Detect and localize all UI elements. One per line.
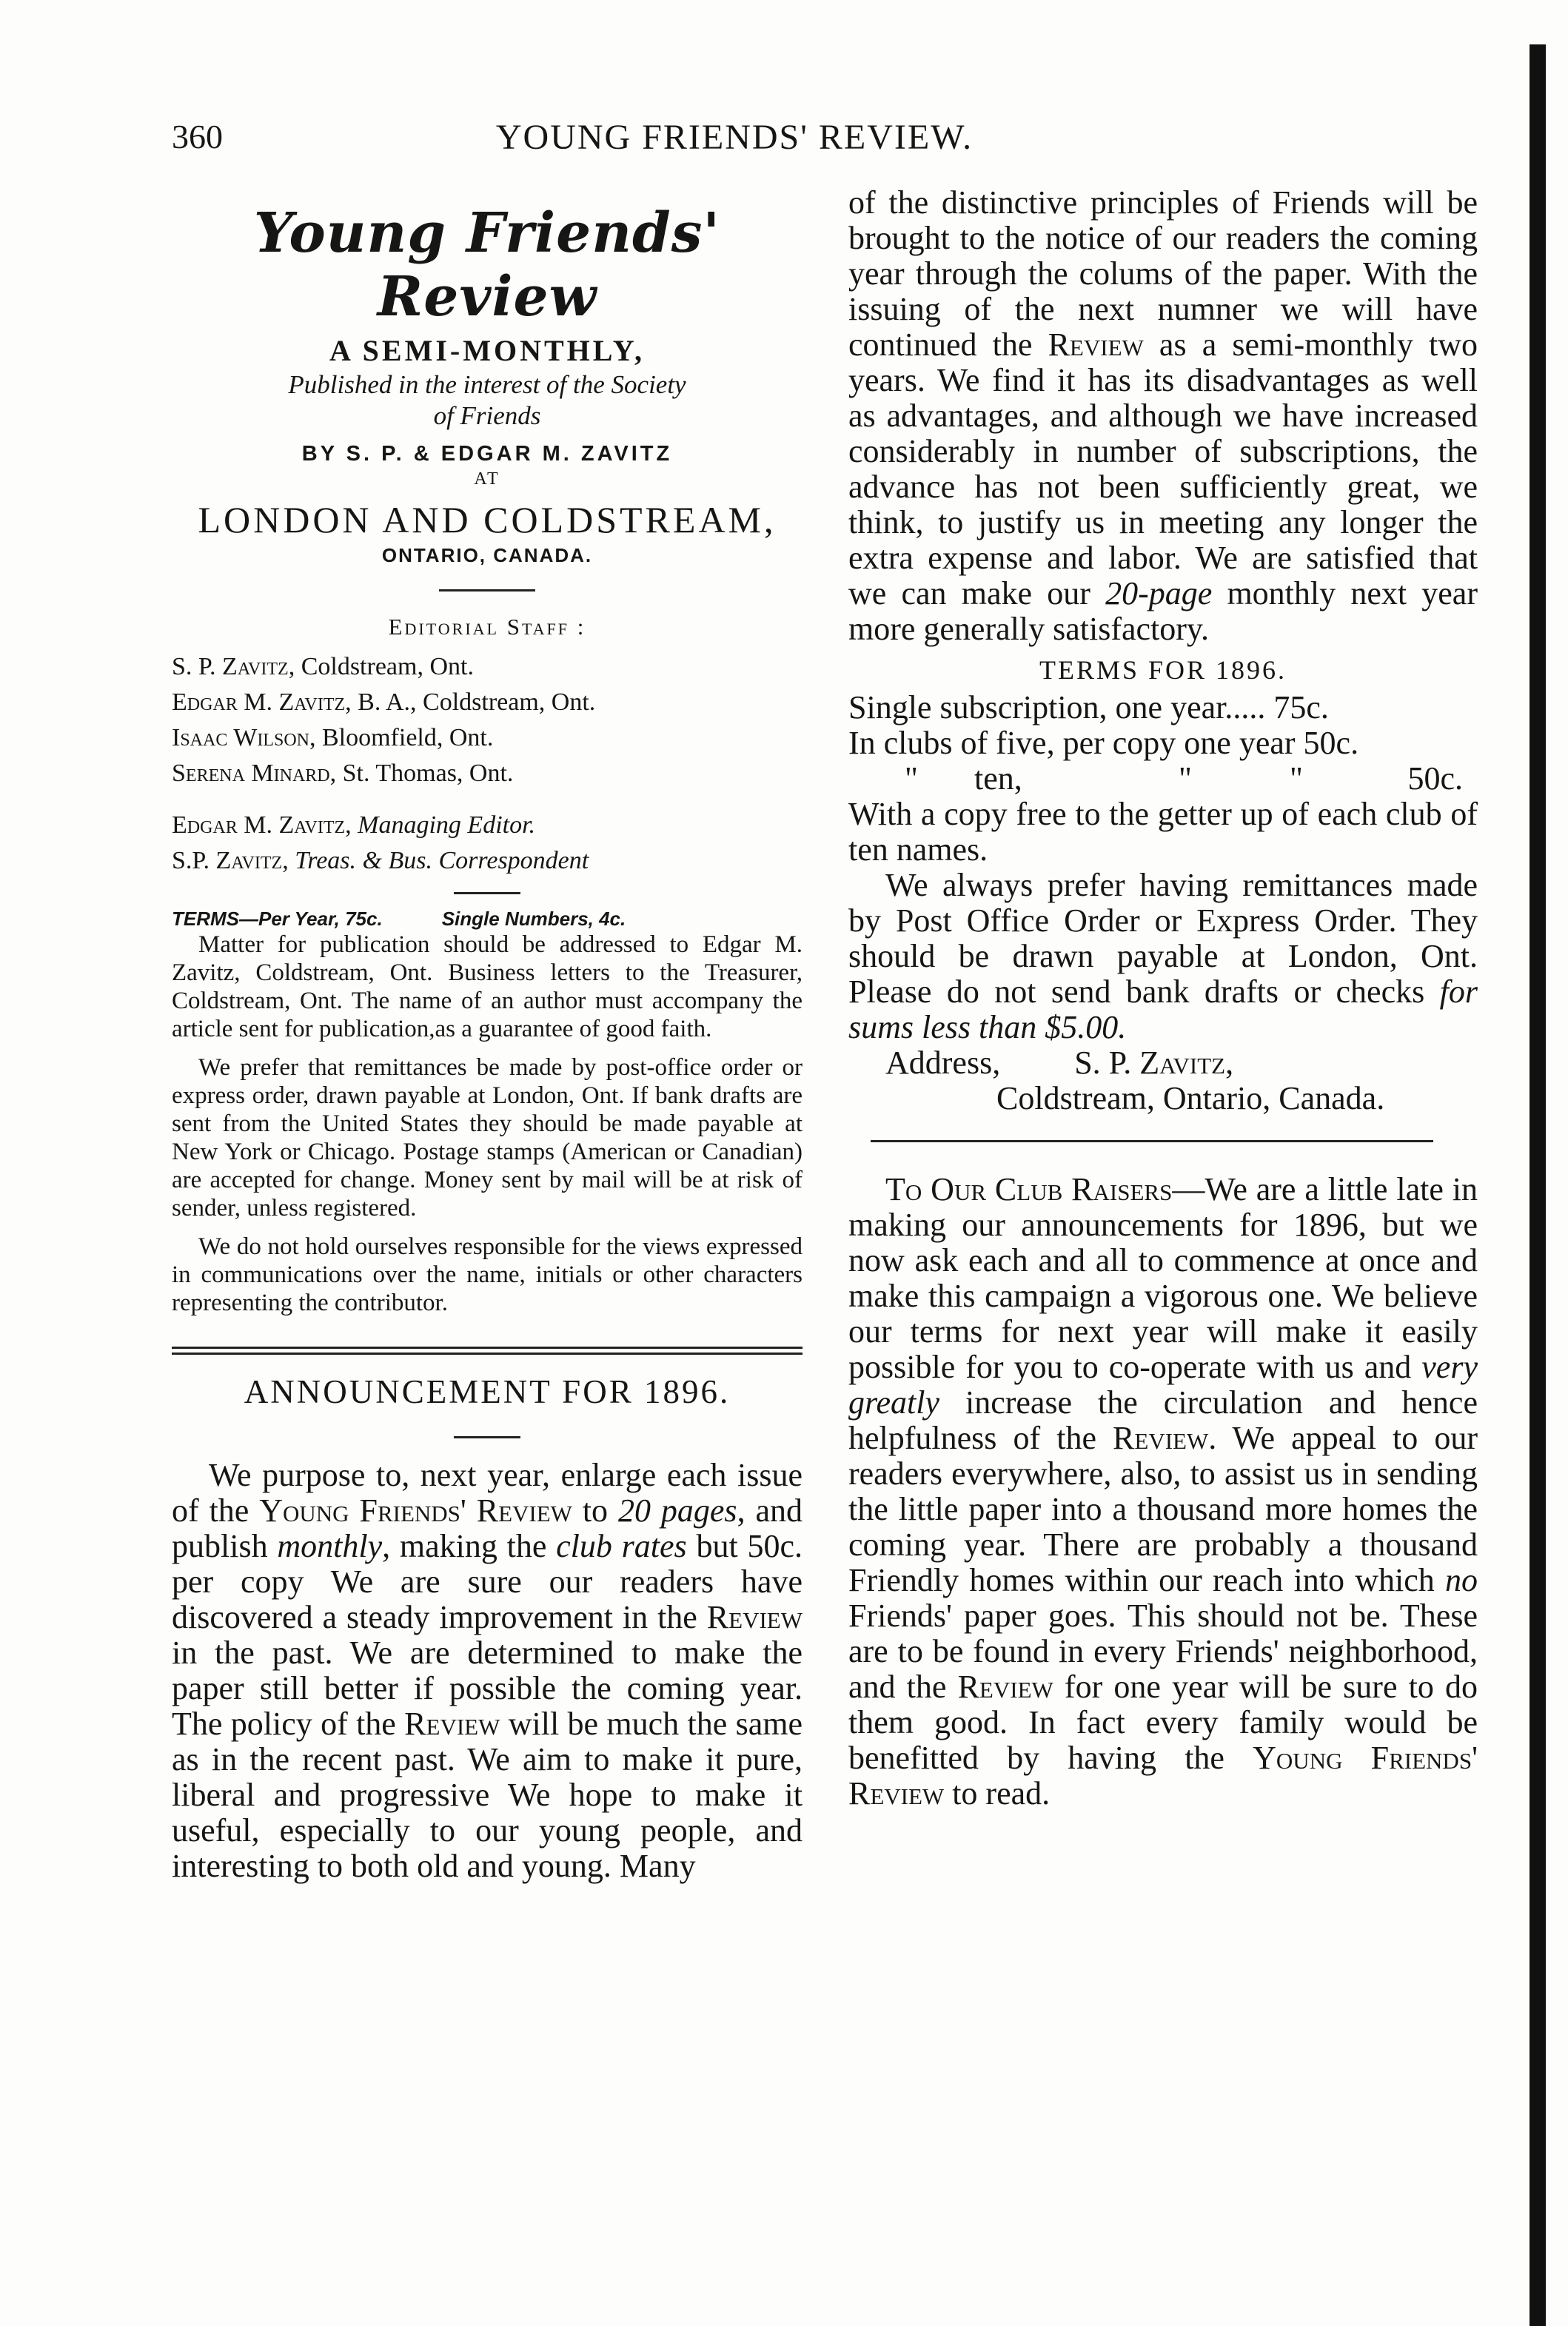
notice-paragraph: We do not hold ourselves responsible for the views expressed in communications over the name, initials or other characters representing the contributor. [172,1233,803,1316]
staff-member: Isaac Wilson, Bloomfield, Ont. [172,724,494,751]
announcement-title: ANNOUNCEMENT FOR 1896. [244,1373,731,1410]
page-number: 360 [172,118,223,155]
notice-paragraph: Matter for publication should be addressed to Edgar M. Zavitz, Coldstream, Ont. Business letters to the Treasurer, Coldstream, Ont. The name of an author must accompany the article sent for publication,as a guarantee of good faith. [172,931,803,1042]
address-line: Address, S. P. Zavitz, [885,1045,1234,1081]
terms-single: Single subscription, one year..... 75c. [848,689,1329,725]
terms-free-copy: With a copy free to the getter up of each club of ten names. [848,796,1478,868]
right-column [848,185,1478,1811]
address-place: Coldstream, Ontario, Canada. [996,1080,1385,1116]
masthead-title: Young Friends' Review [253,201,721,329]
managing-editor: Edgar M. Zavitz, Managing Editor. [172,811,536,839]
published-line-1: Published in the interest of the Society [288,370,686,399]
province-line: ONTARIO, CANADA. [381,544,593,566]
location-line: LONDON AND COLDSTREAM, [198,499,777,540]
running-title: YOUNG FRIENDS' REVIEW. [495,118,974,157]
divider [439,589,535,591]
double-rule [172,1347,803,1355]
masthead-frequency: A SEMI-MONTHLY, [329,334,645,367]
divider [871,1140,1433,1142]
announcement-continued: of the distinctive principles of Friends will be brought to the notice of our readers the coming year through the colums of the paper. With the issuing of the next numner we will have continued the Review as a semi-monthly two years. We find it has its disadvantages as well as advantages, and although we have increased considerably in number of subscriptions, the advance has not been sufficiently great, we think, to justify us in meeting any longer the extra expense and labor. We are satisfied that we can make our 20-page monthly next year more generally satisfactory. [848,184,1478,647]
terms-clubs-ten: " ten, " " 50c. [905,760,1463,797]
remittance-paragraph: We always prefer having remittances made by Post Office Order or Express Order. They should be drawn payable at London, Ont. Please do not send bank drafts or checks for sums less than $5.00. [848,867,1478,1045]
divider [454,892,520,894]
by-line: BY S. P. & EDGAR M. ZAVITZ [301,442,673,466]
at-line: AT [474,469,500,489]
staff-member: S. P. Zavitz, Coldstream, Ont. [172,653,474,680]
terms-notice: TERMS—Per Year, 75c. Single Numbers, 4c. [172,908,626,930]
page-edge-bar [1530,44,1546,2326]
staff-member: Serena Minard, St. Thomas, Ont. [172,760,514,787]
divider [454,1436,520,1438]
club-raisers-paragraph: To Our Club Raisers—We are a little late in making our announcements for 1896, but we now ask each and all to commence at once and make this campaign a vigorous one. We believe our terms for next year will make it easily possible for you to co-operate with us and very greatly increase the circulation and hence helpfulness of the Review. We appeal to our readers everywhere, also, to assist us in sending the little paper into a thousand more homes the coming year. There are probably a thousand Friendly homes within our reach into which no Friends' paper goes. This should not be. These are to be found in every Friends' neighborhood, and the Review for one year will be sure to do them good. In fact every family would be benefitted by having the Young Friends' Review to read. [848,1171,1478,1811]
staff-heading: Editorial Staff : [388,614,586,640]
treasurer: S.P. Zavitz, Treas. & Bus. Correspondent [172,847,589,874]
left-column [172,185,803,1884]
notice-paragraph: We prefer that remittances be made by post-office order or express order, drawn payable at London, Ont. If bank drafts are sent from the United States they should be made payable at New York or Chicago. Postage stamps (American or Canadian) are accepted for change. Money sent by mail will be at risk of sender, unless registered. [172,1054,803,1221]
terms-1896-heading: TERMS FOR 1896. [1039,655,1287,685]
terms-clubs-five: In clubs of five, per copy one year 50c. [848,725,1359,761]
running-head [172,117,1549,169]
published-line-2: of Friends [433,401,541,430]
announcement-paragraph: We purpose to, next year, enlarge each issue of the Young Friends' Review to 20 pages, and publish monthly, making the club rates but 50c. per copy We are sure our readers have discovered a steady improvement in the Review in the past. We are determined to make the paper still better if possible the coming year. The policy of the Review will be much the same as in the recent past. We aim to make it pure, liberal and progressive We hope to make it useful, especially to our young people, and interesting to both old and young. Many [172,1457,803,1884]
staff-member: Edgar M. Zavitz, B. A., Coldstream, Ont. [172,688,596,716]
